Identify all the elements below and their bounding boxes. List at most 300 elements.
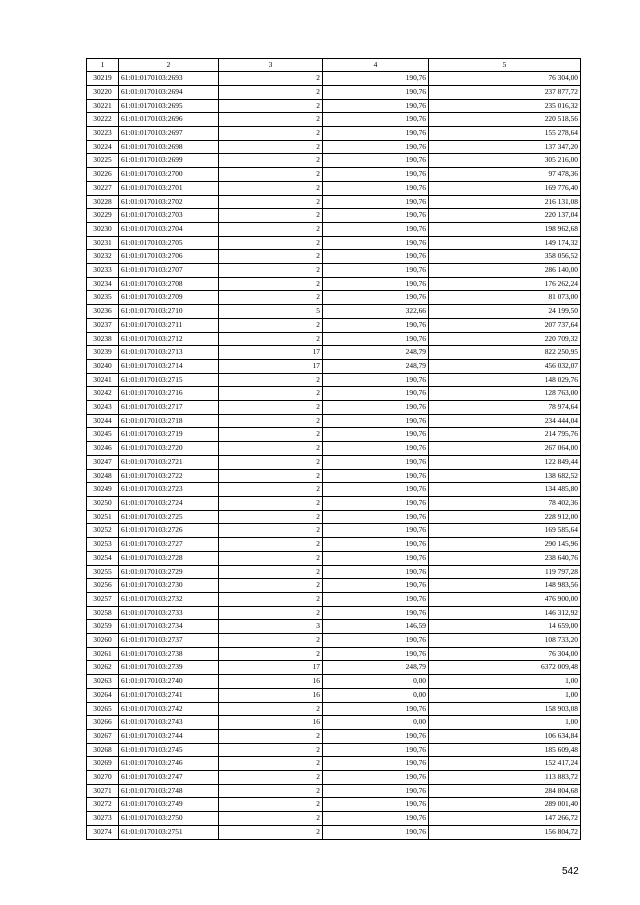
row-number-cell: 30245 xyxy=(87,428,119,442)
header-row xyxy=(87,59,581,72)
value-cell: 220 518,56 xyxy=(429,113,581,127)
row-number-cell: 30257 xyxy=(87,592,119,606)
rate-cell: 190,76 xyxy=(323,743,429,757)
row-number-cell: 30253 xyxy=(87,538,119,552)
value-cell: 228 912,00 xyxy=(429,510,581,524)
code-cell: 2 xyxy=(219,784,323,798)
table-row xyxy=(87,250,581,264)
code-cell: 2 xyxy=(219,387,323,401)
row-number-cell: 30227 xyxy=(87,181,119,195)
code-cell: 2 xyxy=(219,127,323,141)
rate-cell: 190,76 xyxy=(323,222,429,236)
table-row xyxy=(87,181,581,195)
row-number-cell: 30242 xyxy=(87,387,119,401)
value-cell: 119 797,28 xyxy=(429,565,581,579)
value-cell: 176 262,24 xyxy=(429,277,581,291)
code-cell: 2 xyxy=(219,85,323,99)
row-number-cell: 30221 xyxy=(87,99,119,113)
code-cell: 2 xyxy=(219,264,323,278)
value-cell: 220 709,32 xyxy=(429,332,581,346)
cadastral-number-cell: 61:01:0170103:2723 xyxy=(119,483,219,497)
table-row xyxy=(87,305,581,319)
value-cell: 128 763,00 xyxy=(429,387,581,401)
row-number-cell: 30247 xyxy=(87,455,119,469)
code-cell: 2 xyxy=(219,373,323,387)
rate-cell: 190,76 xyxy=(323,469,429,483)
row-number-cell: 30268 xyxy=(87,743,119,757)
value-cell: 158 903,08 xyxy=(429,702,581,716)
value-cell: 147 266,72 xyxy=(429,812,581,826)
table-row xyxy=(87,168,581,182)
cadastral-number-cell: 61:01:0170103:2746 xyxy=(119,757,219,771)
rate-cell: 0,00 xyxy=(323,688,429,702)
value-cell: 6372 009,48 xyxy=(429,661,581,675)
table-row xyxy=(87,729,581,743)
column-header: 4 xyxy=(323,59,429,72)
table-row xyxy=(87,442,581,456)
rate-cell: 190,76 xyxy=(323,702,429,716)
value-cell: 305 216,00 xyxy=(429,154,581,168)
value-cell: 234 444,04 xyxy=(429,414,581,428)
value-cell: 237 877,72 xyxy=(429,85,581,99)
value-cell: 456 032,07 xyxy=(429,359,581,373)
value-cell: 106 634,84 xyxy=(429,729,581,743)
code-cell: 2 xyxy=(219,565,323,579)
code-cell: 3 xyxy=(219,620,323,634)
cadastral-number-cell: 61:01:0170103:2743 xyxy=(119,716,219,730)
table-row xyxy=(87,346,581,360)
cadastral-number-cell: 61:01:0170103:2703 xyxy=(119,209,219,223)
code-cell: 2 xyxy=(219,455,323,469)
rate-cell: 190,76 xyxy=(323,154,429,168)
cadastral-number-cell: 61:01:0170103:2727 xyxy=(119,538,219,552)
value-cell: 214 795,76 xyxy=(429,428,581,442)
cadastral-number-cell: 61:01:0170103:2718 xyxy=(119,414,219,428)
table-row xyxy=(87,99,581,113)
value-cell: 235 016,32 xyxy=(429,99,581,113)
cadastral-number-cell: 61:01:0170103:2733 xyxy=(119,606,219,620)
cadastral-number-cell: 61:01:0170103:2744 xyxy=(119,729,219,743)
cadastral-number-cell: 61:01:0170103:2715 xyxy=(119,373,219,387)
cadastral-number-cell: 61:01:0170103:2697 xyxy=(119,127,219,141)
row-number-cell: 30248 xyxy=(87,469,119,483)
code-cell: 16 xyxy=(219,716,323,730)
table-row xyxy=(87,771,581,785)
cadastral-number-cell: 61:01:0170103:2695 xyxy=(119,99,219,113)
code-cell: 2 xyxy=(219,634,323,648)
table-row xyxy=(87,387,581,401)
rate-cell: 248,79 xyxy=(323,346,429,360)
cadastral-number-cell: 61:01:0170103:2750 xyxy=(119,812,219,826)
rate-cell: 190,76 xyxy=(323,195,429,209)
value-cell: 76 304,00 xyxy=(429,72,581,86)
code-cell: 2 xyxy=(219,99,323,113)
row-number-cell: 30254 xyxy=(87,551,119,565)
code-cell: 2 xyxy=(219,798,323,812)
row-number-cell: 30266 xyxy=(87,716,119,730)
cadastral-number-cell: 61:01:0170103:2747 xyxy=(119,771,219,785)
rate-cell: 190,76 xyxy=(323,771,429,785)
rate-cell: 190,76 xyxy=(323,85,429,99)
cadastral-number-cell: 61:01:0170103:2730 xyxy=(119,579,219,593)
row-number-cell: 30238 xyxy=(87,332,119,346)
value-cell: 1,00 xyxy=(429,675,581,689)
row-number-cell: 30267 xyxy=(87,729,119,743)
code-cell: 2 xyxy=(219,195,323,209)
value-cell: 286 140,00 xyxy=(429,264,581,278)
code-cell: 17 xyxy=(219,346,323,360)
cadastral-number-cell: 61:01:0170103:2737 xyxy=(119,634,219,648)
row-number-cell: 30256 xyxy=(87,579,119,593)
cadastral-number-cell: 61:01:0170103:2748 xyxy=(119,784,219,798)
rate-cell: 190,76 xyxy=(323,181,429,195)
cadastral-number-cell: 61:01:0170103:2693 xyxy=(119,72,219,86)
value-cell: 476 900,00 xyxy=(429,592,581,606)
rate-cell: 190,76 xyxy=(323,277,429,291)
code-cell: 5 xyxy=(219,305,323,319)
table-row xyxy=(87,825,581,839)
value-cell: 358 056,52 xyxy=(429,250,581,264)
code-cell: 2 xyxy=(219,332,323,346)
cadastral-number-cell: 61:01:0170103:2745 xyxy=(119,743,219,757)
table-row xyxy=(87,222,581,236)
column-header: 3 xyxy=(219,59,323,72)
row-number-cell: 30241 xyxy=(87,373,119,387)
rate-cell: 190,76 xyxy=(323,825,429,839)
column-header: 2 xyxy=(119,59,219,72)
value-cell: 267 064,00 xyxy=(429,442,581,456)
table-row xyxy=(87,798,581,812)
cadastral-number-cell: 61:01:0170103:2719 xyxy=(119,428,219,442)
rate-cell: 146,59 xyxy=(323,620,429,634)
table-row xyxy=(87,538,581,552)
rate-cell: 190,76 xyxy=(323,565,429,579)
row-number-cell: 30231 xyxy=(87,236,119,250)
row-number-cell: 30272 xyxy=(87,798,119,812)
row-number-cell: 30230 xyxy=(87,222,119,236)
rate-cell: 190,76 xyxy=(323,318,429,332)
cadastral-number-cell: 61:01:0170103:2728 xyxy=(119,551,219,565)
rate-cell: 190,76 xyxy=(323,798,429,812)
rate-cell: 190,76 xyxy=(323,332,429,346)
value-cell: 97 478,36 xyxy=(429,168,581,182)
code-cell: 2 xyxy=(219,72,323,86)
code-cell: 2 xyxy=(219,647,323,661)
value-cell: 113 883,72 xyxy=(429,771,581,785)
rate-cell: 190,76 xyxy=(323,442,429,456)
row-number-cell: 30239 xyxy=(87,346,119,360)
row-number-cell: 30271 xyxy=(87,784,119,798)
cadastral-number-cell: 61:01:0170103:2716 xyxy=(119,387,219,401)
code-cell: 2 xyxy=(219,702,323,716)
rate-cell: 190,76 xyxy=(323,428,429,442)
cadastral-number-cell: 61:01:0170103:2707 xyxy=(119,264,219,278)
code-cell: 2 xyxy=(219,442,323,456)
code-cell: 2 xyxy=(219,606,323,620)
row-number-cell: 30233 xyxy=(87,264,119,278)
row-number-cell: 30260 xyxy=(87,634,119,648)
rate-cell: 190,76 xyxy=(323,551,429,565)
row-number-cell: 30264 xyxy=(87,688,119,702)
column-header: 1 xyxy=(87,59,119,72)
row-number-cell: 30243 xyxy=(87,401,119,415)
row-number-cell: 30250 xyxy=(87,497,119,511)
table-row xyxy=(87,209,581,223)
rate-cell: 190,76 xyxy=(323,264,429,278)
code-cell: 2 xyxy=(219,510,323,524)
table-row xyxy=(87,414,581,428)
row-number-cell: 30255 xyxy=(87,565,119,579)
rate-cell: 190,76 xyxy=(323,414,429,428)
row-number-cell: 30228 xyxy=(87,195,119,209)
code-cell: 2 xyxy=(219,592,323,606)
value-cell: 238 640,76 xyxy=(429,551,581,565)
value-cell: 14 659,00 xyxy=(429,620,581,634)
row-number-cell: 30220 xyxy=(87,85,119,99)
rate-cell: 190,76 xyxy=(323,401,429,415)
rate-cell: 190,76 xyxy=(323,291,429,305)
row-number-cell: 30258 xyxy=(87,606,119,620)
row-number-cell: 30270 xyxy=(87,771,119,785)
row-number-cell: 30229 xyxy=(87,209,119,223)
rate-cell: 190,76 xyxy=(323,455,429,469)
value-cell: 155 278,64 xyxy=(429,127,581,141)
cadastral-number-cell: 61:01:0170103:2712 xyxy=(119,332,219,346)
code-cell: 2 xyxy=(219,497,323,511)
rate-cell: 190,76 xyxy=(323,592,429,606)
row-number-cell: 30237 xyxy=(87,318,119,332)
row-number-cell: 30224 xyxy=(87,140,119,154)
row-number-cell: 30226 xyxy=(87,168,119,182)
code-cell: 17 xyxy=(219,661,323,675)
table-row xyxy=(87,524,581,538)
rate-cell: 190,76 xyxy=(323,127,429,141)
code-cell: 2 xyxy=(219,414,323,428)
value-cell: 185 609,48 xyxy=(429,743,581,757)
rate-cell: 0,00 xyxy=(323,675,429,689)
code-cell: 2 xyxy=(219,428,323,442)
table-row xyxy=(87,675,581,689)
value-cell: 146 312,92 xyxy=(429,606,581,620)
value-cell: 290 145,96 xyxy=(429,538,581,552)
table-row xyxy=(87,757,581,771)
code-cell: 2 xyxy=(219,757,323,771)
value-cell: 156 804,72 xyxy=(429,825,581,839)
cadastral-number-cell: 61:01:0170103:2729 xyxy=(119,565,219,579)
table-row xyxy=(87,373,581,387)
row-number-cell: 30232 xyxy=(87,250,119,264)
cadastral-number-cell: 61:01:0170103:2700 xyxy=(119,168,219,182)
rate-cell: 190,76 xyxy=(323,812,429,826)
code-cell: 2 xyxy=(219,154,323,168)
table-row xyxy=(87,812,581,826)
row-number-cell: 30222 xyxy=(87,113,119,127)
rate-cell: 190,76 xyxy=(323,524,429,538)
rate-cell: 190,76 xyxy=(323,729,429,743)
table-row xyxy=(87,72,581,86)
rate-cell: 190,76 xyxy=(323,784,429,798)
table-row xyxy=(87,634,581,648)
row-number-cell: 30251 xyxy=(87,510,119,524)
table-row xyxy=(87,154,581,168)
row-number-cell: 30261 xyxy=(87,647,119,661)
value-cell: 76 304,00 xyxy=(429,647,581,661)
rate-cell: 190,76 xyxy=(323,497,429,511)
value-cell: 138 682,52 xyxy=(429,469,581,483)
table-row xyxy=(87,716,581,730)
code-cell: 16 xyxy=(219,688,323,702)
row-number-cell: 30249 xyxy=(87,483,119,497)
row-number-cell: 30273 xyxy=(87,812,119,826)
value-cell: 108 733,20 xyxy=(429,634,581,648)
table-row xyxy=(87,620,581,634)
value-cell: 1,00 xyxy=(429,716,581,730)
row-number-cell: 30244 xyxy=(87,414,119,428)
code-cell: 2 xyxy=(219,209,323,223)
table-row xyxy=(87,195,581,209)
rate-cell: 248,79 xyxy=(323,359,429,373)
rate-cell: 322,66 xyxy=(323,305,429,319)
table-row xyxy=(87,702,581,716)
cadastral-number-cell: 61:01:0170103:2701 xyxy=(119,181,219,195)
rate-cell: 190,76 xyxy=(323,250,429,264)
cadastral-number-cell: 61:01:0170103:2709 xyxy=(119,291,219,305)
rate-cell: 190,76 xyxy=(323,483,429,497)
value-cell: 24 199,50 xyxy=(429,305,581,319)
table-row xyxy=(87,264,581,278)
cadastral-number-cell: 61:01:0170103:2698 xyxy=(119,140,219,154)
table-row xyxy=(87,606,581,620)
row-number-cell: 30219 xyxy=(87,72,119,86)
table-row xyxy=(87,127,581,141)
row-number-cell: 30225 xyxy=(87,154,119,168)
cadastral-number-cell: 61:01:0170103:2726 xyxy=(119,524,219,538)
cadastral-number-cell: 61:01:0170103:2725 xyxy=(119,510,219,524)
row-number-cell: 30263 xyxy=(87,675,119,689)
code-cell: 2 xyxy=(219,469,323,483)
value-cell: 148 983,56 xyxy=(429,579,581,593)
rate-cell: 190,76 xyxy=(323,634,429,648)
row-number-cell: 30265 xyxy=(87,702,119,716)
table-row xyxy=(87,236,581,250)
row-number-cell: 30259 xyxy=(87,620,119,634)
cadastral-number-cell: 61:01:0170103:2694 xyxy=(119,85,219,99)
rate-cell: 190,76 xyxy=(323,99,429,113)
table-row xyxy=(87,332,581,346)
code-cell: 2 xyxy=(219,181,323,195)
cadastral-number-cell: 61:01:0170103:2702 xyxy=(119,195,219,209)
value-cell: 289 001,40 xyxy=(429,798,581,812)
row-number-cell: 30236 xyxy=(87,305,119,319)
row-number-cell: 30240 xyxy=(87,359,119,373)
rate-cell: 190,76 xyxy=(323,579,429,593)
value-cell: 81 073,00 xyxy=(429,291,581,305)
value-cell: 122 849,44 xyxy=(429,455,581,469)
rate-cell: 0,00 xyxy=(323,716,429,730)
value-cell: 78 974,64 xyxy=(429,401,581,415)
code-cell: 2 xyxy=(219,250,323,264)
code-cell: 2 xyxy=(219,771,323,785)
value-cell: 149 174,32 xyxy=(429,236,581,250)
table-row xyxy=(87,318,581,332)
rate-cell: 190,76 xyxy=(323,209,429,223)
code-cell: 2 xyxy=(219,140,323,154)
table-row xyxy=(87,579,581,593)
code-cell: 2 xyxy=(219,483,323,497)
table-row xyxy=(87,469,581,483)
code-cell: 2 xyxy=(219,277,323,291)
value-cell: 169 776,40 xyxy=(429,181,581,195)
code-cell: 2 xyxy=(219,551,323,565)
rate-cell: 190,76 xyxy=(323,168,429,182)
value-cell: 148 029,76 xyxy=(429,373,581,387)
cadastral-number-cell: 61:01:0170103:2696 xyxy=(119,113,219,127)
code-cell: 2 xyxy=(219,113,323,127)
table-body xyxy=(87,59,581,840)
value-cell: 169 585,64 xyxy=(429,524,581,538)
table-row xyxy=(87,291,581,305)
cadastral-number-cell: 61:01:0170103:2740 xyxy=(119,675,219,689)
code-cell: 17 xyxy=(219,359,323,373)
rate-cell: 248,79 xyxy=(323,661,429,675)
table-row xyxy=(87,592,581,606)
value-cell: 284 804,68 xyxy=(429,784,581,798)
row-number-cell: 30246 xyxy=(87,442,119,456)
cadastral-number-cell: 61:01:0170103:2749 xyxy=(119,798,219,812)
code-cell: 2 xyxy=(219,222,323,236)
cadastral-number-cell: 61:01:0170103:2721 xyxy=(119,455,219,469)
rate-cell: 190,76 xyxy=(323,373,429,387)
value-cell: 152 417,24 xyxy=(429,757,581,771)
value-cell: 216 131,08 xyxy=(429,195,581,209)
value-cell: 198 962,68 xyxy=(429,222,581,236)
code-cell: 2 xyxy=(219,524,323,538)
code-cell: 2 xyxy=(219,236,323,250)
table-row xyxy=(87,510,581,524)
table-row xyxy=(87,359,581,373)
rate-cell: 190,76 xyxy=(323,72,429,86)
cadastral-number-cell: 61:01:0170103:2714 xyxy=(119,359,219,373)
cadastral-number-cell: 61:01:0170103:2708 xyxy=(119,277,219,291)
rate-cell: 190,76 xyxy=(323,113,429,127)
rate-cell: 190,76 xyxy=(323,236,429,250)
cadastral-number-cell: 61:01:0170103:2706 xyxy=(119,250,219,264)
cadastral-number-cell: 61:01:0170103:2699 xyxy=(119,154,219,168)
table-row xyxy=(87,565,581,579)
cadastral-number-cell: 61:01:0170103:2724 xyxy=(119,497,219,511)
value-cell: 78 402,36 xyxy=(429,497,581,511)
data-table xyxy=(86,58,581,840)
table-row xyxy=(87,113,581,127)
value-cell: 220 137,04 xyxy=(429,209,581,223)
cadastral-number-cell: 61:01:0170103:2722 xyxy=(119,469,219,483)
rate-cell: 190,76 xyxy=(323,606,429,620)
row-number-cell: 30274 xyxy=(87,825,119,839)
table-row xyxy=(87,497,581,511)
cadastral-number-cell: 61:01:0170103:2741 xyxy=(119,688,219,702)
value-cell: 1,00 xyxy=(429,688,581,702)
row-number-cell: 30235 xyxy=(87,291,119,305)
table-row xyxy=(87,85,581,99)
rate-cell: 190,76 xyxy=(323,387,429,401)
table-row xyxy=(87,277,581,291)
table-row xyxy=(87,483,581,497)
cadastral-number-cell: 61:01:0170103:2720 xyxy=(119,442,219,456)
rate-cell: 190,76 xyxy=(323,510,429,524)
cadastral-number-cell: 61:01:0170103:2751 xyxy=(119,825,219,839)
value-cell: 134 485,80 xyxy=(429,483,581,497)
cadastral-number-cell: 61:01:0170103:2738 xyxy=(119,647,219,661)
